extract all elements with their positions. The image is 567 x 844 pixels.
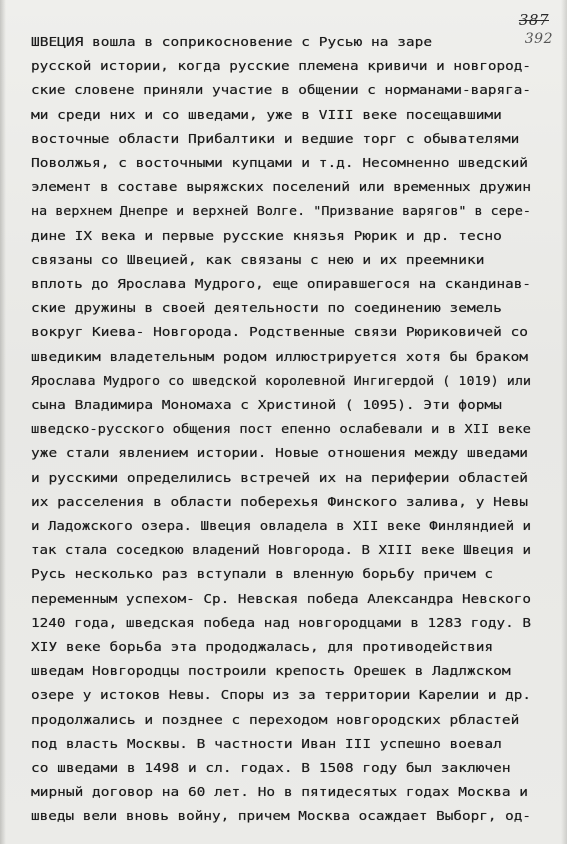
text-line: и русскими определились встречей их на периферии областей [31,469,529,485]
text-line: вокруг Киева- Новгорода. Родственные связи Рюриковичей со [31,324,529,340]
text-line: Русь несколько раз вступали в вленную борьбу причем с [31,566,494,582]
text-line: на верхнем Днепре и верхней Волге. "Призвание варягов" в сере- [31,203,531,219]
text-line: русской истории, когда русские племена кривичи и новгород- [31,58,532,74]
page-number-secondary: 392 [524,31,553,47]
left-page-edge [0,0,6,844]
text-line: продолжались и позднее с переходом новгородских рбластей [31,711,520,727]
text-line: сына Владимира Мономаха с Христиной ( 1095). Эти формы [31,397,502,412]
text-line: Поволжья, с восточными купцами и т.д. Несомненно шведский [31,155,529,170]
text-line: их расселения в области поберехья Финского залива, у Невы [31,493,529,509]
text-line: со шведами в 1498 и сл. годах. В 1508 году был заключен [31,760,511,775]
text-line: шведам Новгородцы построили крепость Орешек в Ладлжском [31,663,511,679]
text-line: так стала соседкою владений Новгорода. В XIII веке Швеция и [31,542,531,558]
text-line: шведы вели вновь войну, причем Москва осаждает Выборг, од- [31,808,532,824]
text-line: Ярослава Мудрого со шведской королевной Ингигердой ( 1019) или [31,372,531,388]
text-line: 1240 года, шведская победа над новгородцами в 1283 году. В [31,614,532,630]
text-line: ские дружины в своей деятельности по соединению земель [31,300,502,316]
text-line: и Ладожского озера. Швеция овладела в XII веке Финляндией и [31,518,531,533]
text-line: восточные области Прибалтики и ведшие торг с обывателями [31,130,520,146]
text-line: вплоть до Ярослава Мудрого, еще опиравшегося на скандинав- [31,276,532,291]
text-line: переменным успехом- Ср. Невская победа Александра Невского [31,590,532,606]
page-number-primary: 387 [518,11,549,29]
text-line: ШВЕЦИЯ вошла в соприкосновение с Русью на заре [31,34,433,49]
text-line: шведско-русского общения пост епенно ослабевали и в XII веке [31,421,532,437]
text-line: элемент в составе выряжских поселений или временных дружин [31,179,532,195]
text-line: связаны со Швецией, как связаны с нею и их преемники [31,251,485,267]
text-line: ские словене приняли участие в общении с норманами-варяга- [31,82,532,98]
text-line: ми среди них и со шведами, уже в VIII веке посещавшими [31,106,502,122]
text-line: мирный договор на 60 лет. Но в пятидесятых годах Москва и [31,784,529,800]
text-line: уже стали явлением истории. Новые отношения между шведами [31,445,529,461]
text-line: шведиким владетельным родом иллюстрируется хотя бы браком [31,348,529,364]
text-line: озере у истоков Невы. Споры из за территории Карелии и др. [31,687,532,703]
right-page-edge [561,0,567,844]
text-line: дине IX века и первые русские князья Рюрик и др. тесно [31,227,502,243]
text-line: XIУ веке борьба эта прододжалась, для противодействия [31,639,494,654]
text-line: под власть Москвы. В частности Иван III успешно воевал [31,735,502,751]
